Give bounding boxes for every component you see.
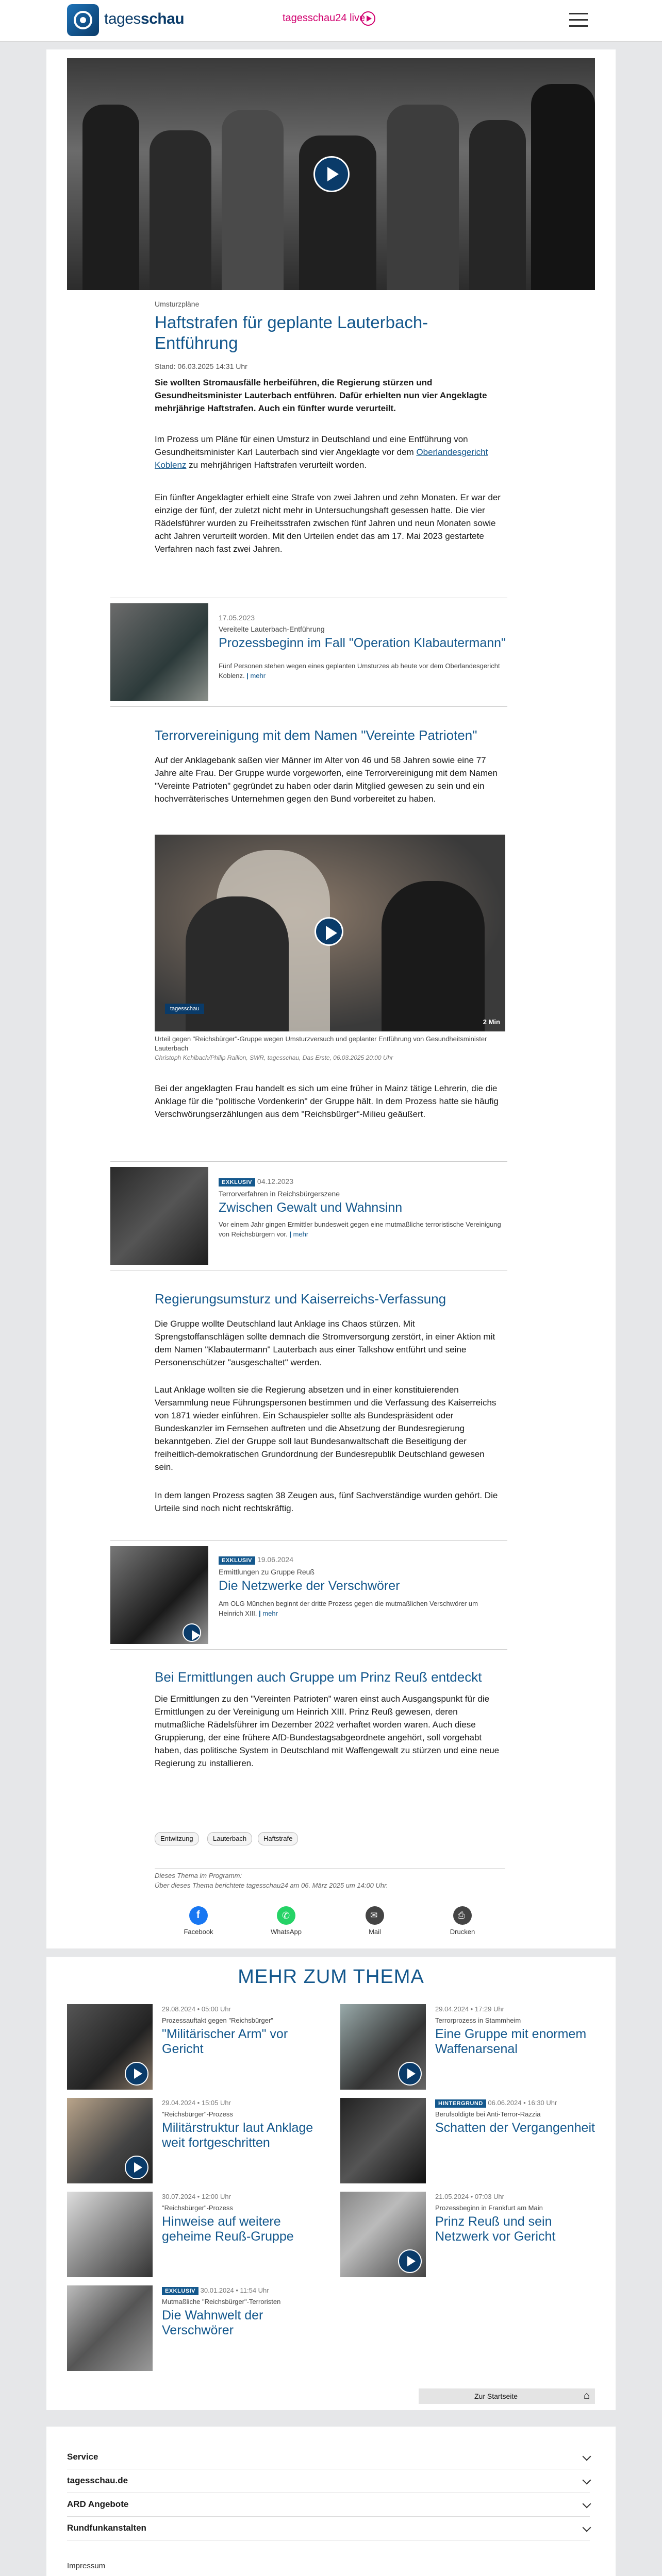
program-label: Dieses Thema im Programm: xyxy=(155,1868,505,1879)
teaser-topline: Terrorverfahren in Reichsbürgerszene xyxy=(219,1190,340,1198)
more-image xyxy=(67,2004,153,2090)
more-item[interactable]: 29.08.2024 • 05:00 Uhr Prozessauftakt gegen "Reichsbürger" "Militärischer Arm" vor Gericht xyxy=(67,2004,335,2092)
teaser-date: EXKLUSIV 19.06.2024 xyxy=(219,1555,293,1565)
video-duration: 2 Min xyxy=(483,1018,500,1026)
article-lead: Sie wollten Stromausfälle herbeiführen, die Regierung stürzen und Gesundheitsminister Lauterbach entführen. Dafür erhielten nun vier Angeklagte mehrjährige Haftstrafen. Auch ein fünfter wurde verurteilt. xyxy=(155,378,487,413)
share-facebook[interactable]: f Facebook xyxy=(178,1906,219,1936)
menu-icon[interactable] xyxy=(569,13,588,27)
article-topline: Umsturzpläne xyxy=(155,300,200,308)
site-header xyxy=(0,0,662,42)
hero-play-icon[interactable] xyxy=(313,156,350,192)
paragraph-8: Die Ermittlungen zu den "Vereinten Patrioten" waren einst auch Ausgangspunkt für die Ermittlungen zu der Vereinigung um Heinrich XIII. Prinz Reuß gewesen, deren mutmaßliche Rädelsführer im Dezember 2022 verhaftet worden waren. Auch diese Gruppierung, der eine frühere AfD-Bundestagsabgeordnete angehört, soll vorgehabt haben, das politische System in Deutschland mit Waffengewalt zu stürzen und eine neue Regierung zu installieren. xyxy=(155,1694,500,1768)
more-headline[interactable]: Prinz Reuß und sein Netzwerk vor Gericht xyxy=(435,2214,556,2244)
video-logo: tagesschau xyxy=(165,1004,204,1014)
article-video[interactable] xyxy=(155,835,505,1031)
teaser-headline[interactable]: Die Netzwerke der Verschwörer xyxy=(219,1579,400,1593)
teaser-image xyxy=(110,1167,208,1265)
more-item[interactable]: 30.07.2024 • 12:00 Uhr "Reichsbürger"-Prozess Hinweise auf weitere geheime Reuß-Gruppe xyxy=(67,2192,335,2279)
tag[interactable]: Entwitzung xyxy=(155,1832,199,1845)
live-play-icon[interactable] xyxy=(361,11,375,26)
video-caption: Urteil gegen "Reichsbürger"-Gruppe wegen Umsturzversuch und geplanter Entführung von Gesundheitsminister Lauterbach xyxy=(155,1035,487,1052)
program-text: Über dieses Thema berichtete tagesschau24 am 06. März 2025 um 14:00 Uhr. xyxy=(155,1882,388,1889)
paragraph-4: Bei der angeklagten Frau handelt es sich um eine früher in Mainz tätige Lehrerin, die die Anklage für die "politische Vordenkerin" der Gruppe hält. In dem Prozess hatte sie häufig Verschwörungserzählungen aus dem "Reichsbürger"-Milieu geäußert. xyxy=(155,1083,499,1119)
chevron-down-icon xyxy=(583,2523,591,2532)
share-whatsapp[interactable]: ✆ WhatsApp xyxy=(266,1906,307,1936)
paragraph-7: In dem langen Prozess sagten 38 Zeugen aus, fünf Sachverständige wurden gehört. Die Urteile sind noch nicht rechtskräftig. xyxy=(155,1490,498,1513)
footer-section-rundfunk[interactable]: Rundfunkanstalten xyxy=(67,2516,590,2540)
paragraph-5: Die Gruppe wollte Deutschland laut Anklage ins Chaos stürzen. Mit Sprengstoffanschlägen sollte demnach die Stromversorgung zerstört, in einer Aktion mit dem Namen "Klabautermann" Lauterbach aus einer Talkshow entführt und seine Personenschützer "ausgeschaltet" werden. xyxy=(155,1319,495,1367)
more-image xyxy=(340,2098,426,2183)
teaser-play-icon[interactable] xyxy=(183,1623,201,1642)
paragraph-3: Auf der Anklagebank saßen vier Männer im Alter von 46 und 58 Jahren sowie eine 77 Jahre alte Frau. Der Gruppe wurde vorgeworfen, eine Terrorvereinigung mit dem Namen "Vereinte Patrioten" gegründet zu haben oder darin Mitglied gewesen zu sein und ein hochverräterisches Unternehmen gegen den Bund vorbereitet zu haben. xyxy=(155,755,498,804)
footer-section-tagesschau[interactable]: tagesschau.de xyxy=(67,2469,590,2493)
article-date: Stand: 06.03.2025 14:31 Uhr xyxy=(155,362,247,370)
teaser-headline[interactable]: Zwischen Gewalt und Wahnsinn xyxy=(219,1200,403,1215)
teaser-gewalt[interactable] xyxy=(110,1161,507,1270)
paragraph-2: Ein fünfter Angeklagter erhielt eine Strafe von zwei Jahren und zehn Monaten. Er war der einzige der fünf, der zuletzt nicht mehr in Untersuchungshaft gesessen hatte. Die vier Rädelsführer wurden zu Freiheitsstrafen zwischen fünf Jahren und neun Monaten sowie acht Jahren verurteilt worden. Mit den Urteilen endet das am 17. Mai 2023 gestartete Verfahren nach fast zwei Jahren. xyxy=(155,493,501,554)
paragraph-1: Im Prozess um Pläne für einen Umsturz in Deutschland und eine Entführung von Gesundheitsminister Karl Lauterbach sind vier Angeklagte vor dem Oberlandesgericht Koblenz zu mehrjährigen Haftstrafen verurteilt worden. xyxy=(155,434,488,470)
share-print[interactable]: ⎙ Drucken xyxy=(442,1906,483,1936)
teaser-image xyxy=(110,1546,208,1644)
more-image xyxy=(67,2285,153,2371)
chevron-down-icon xyxy=(583,2500,591,2509)
site-logo-text[interactable]: tagesschau xyxy=(104,10,185,27)
footer-section-ard[interactable]: ARD Angebote xyxy=(67,2493,590,2517)
teaser-more-link[interactable]: mehr xyxy=(293,1230,309,1238)
more-headline[interactable]: Hinweise auf weitere geheime Reuß-Gruppe xyxy=(162,2214,294,2244)
teaser-klabautermann[interactable] xyxy=(110,598,507,707)
hero-video[interactable] xyxy=(67,58,595,290)
play-icon[interactable] xyxy=(125,2156,148,2179)
print-icon: ⎙ xyxy=(453,1906,472,1925)
more-image xyxy=(67,2192,153,2277)
mail-icon: ✉ xyxy=(366,1906,384,1925)
teaser-image xyxy=(110,603,208,701)
teaser-more-link[interactable]: mehr xyxy=(262,1609,278,1617)
play-icon[interactable] xyxy=(398,2249,422,2273)
more-item[interactable]: 29.04.2024 • 17:29 Uhr Terrorprozess in Stammheim Eine Gruppe mit enormem Waffenarsenal xyxy=(340,2004,608,2092)
subheading-2: Regierungsumsturz und Kaiserreichs-Verfassung xyxy=(155,1291,446,1307)
more-item[interactable]: 21.05.2024 • 07:03 Uhr Prozessbeginn in Frankfurt am Main Prinz Reuß und sein Netzwerk vor Gericht xyxy=(340,2192,608,2279)
more-image xyxy=(340,2004,426,2090)
more-headline[interactable]: "Militärischer Arm" vor Gericht xyxy=(162,2027,288,2056)
play-icon[interactable] xyxy=(398,2062,422,2086)
teaser-text: Vor einem Jahr gingen Ermittler bundesweit gegen eine mutmaßliche terroristische Vereinigung von Reichsbürgern vor. | mehr xyxy=(219,1221,501,1238)
teaser-text: Am OLG München beginnt der dritte Prozess gegen die mutmaßlichen Verschwörer um Heinrich XIII. | mehr xyxy=(219,1600,478,1617)
teaser-more-link[interactable]: mehr xyxy=(250,672,266,680)
more-image xyxy=(340,2192,426,2277)
more-item[interactable]: HINTERGRUND 06.06.2024 • 16:30 Uhr Berufsoldigte bei Anti-Terror-Razzia Schatten der Vergangenheit xyxy=(340,2098,608,2185)
more-headline[interactable]: Militärstruktur laut Anklage weit fortgeschritten xyxy=(162,2121,313,2150)
footer-section-service[interactable]: Service xyxy=(67,2445,590,2469)
more-item[interactable]: EXKLUSIV 30.01.2024 • 11:54 Uhr Mutmaßliche "Reichsbürger"-Terroristen Die Wahnwelt der Verschwörer xyxy=(67,2285,335,2373)
teaser-netzwerke[interactable] xyxy=(110,1540,507,1650)
tag[interactable]: Haftstrafe xyxy=(258,1832,298,1845)
tagesschau-logo-icon[interactable] xyxy=(67,4,99,36)
teaser-topline: Ermittlungen zu Gruppe Reuß xyxy=(219,1568,315,1576)
video-credit: Christoph Kehlbach/Philip Raillon, SWR, tagesschau, Das Erste, 06.03.2025 20:00 Uhr xyxy=(155,1054,393,1061)
tag[interactable]: Lauterbach xyxy=(207,1832,252,1845)
chevron-down-icon xyxy=(583,2476,591,2485)
teaser-headline[interactable]: Prozessbeginn im Fall "Operation Klabautermann" xyxy=(219,636,506,650)
share-mail[interactable]: ✉ Mail xyxy=(354,1906,395,1936)
whatsapp-icon: ✆ xyxy=(277,1906,295,1925)
more-item[interactable]: 29.04.2024 • 15:05 Uhr "Reichsbürger"-Prozess Militärstruktur laut Anklage weit fortgeschritten xyxy=(67,2098,335,2185)
paragraph-6: Laut Anklage wollten sie die Regierung absetzen und in einer konstituierenden Versammlung neue Führungspersonen bestimmen und die Verfassung des Kaiserreichs von 1871 wieder einführen. Ein Schauspieler sollte als Bundespräsident oder Bundeskanzler im Fernsehen auftreten und die Absetzung der Bundesregierung bekanntgeben. Ziel der Gruppe soll laut Bundesanwaltschaft die Beseitigung der freiheitlich-demokratischen Grundordnung der Bundesrepublik Deutschland gewesen sein. xyxy=(155,1385,496,1472)
video-play-icon[interactable] xyxy=(315,917,343,946)
chevron-down-icon xyxy=(583,2452,591,2461)
more-headline[interactable]: Die Wahnwelt der Verschwörer xyxy=(162,2308,263,2337)
subheading-3: Bei Ermittlungen auch Gruppe um Prinz Reuß entdeckt xyxy=(155,1669,482,1685)
to-home-button[interactable]: Zur Startseite ⌂ xyxy=(419,2388,595,2404)
teaser-date: 17.05.2023 xyxy=(219,614,255,622)
play-icon[interactable] xyxy=(125,2062,148,2086)
facebook-icon: f xyxy=(189,1906,208,1925)
more-headline[interactable]: Eine Gruppe mit enormem Waffenarsenal xyxy=(435,2027,587,2056)
more-image xyxy=(67,2098,153,2183)
more-headline[interactable]: Schatten der Vergangenheit xyxy=(435,2121,595,2135)
page-title: Haftstrafen für geplante Lauterbach-Entführung xyxy=(155,313,428,352)
live-link[interactable]: tagesschau24 live xyxy=(283,12,366,24)
teaser-text: Fünf Personen stehen wegen eines geplanten Umsturzes ab heute vor dem Oberlandesgericht Koblenz. | mehr xyxy=(219,662,500,680)
subheading-1: Terrorvereinigung mit dem Namen "Vereinte Patrioten" xyxy=(155,727,477,743)
footer-link-impressum[interactable]: Impressum xyxy=(67,2562,106,2570)
more-title: MEHR ZUM THEMA xyxy=(238,1966,424,1988)
teaser-date: EXKLUSIV 04.12.2023 xyxy=(219,1177,293,1187)
teaser-topline: Vereitelte Lauterbach-Entführung xyxy=(219,625,325,633)
olg-koblenz-link[interactable]: Oberlandesgericht Koblenz xyxy=(155,447,488,470)
home-icon: ⌂ xyxy=(583,2390,590,2401)
